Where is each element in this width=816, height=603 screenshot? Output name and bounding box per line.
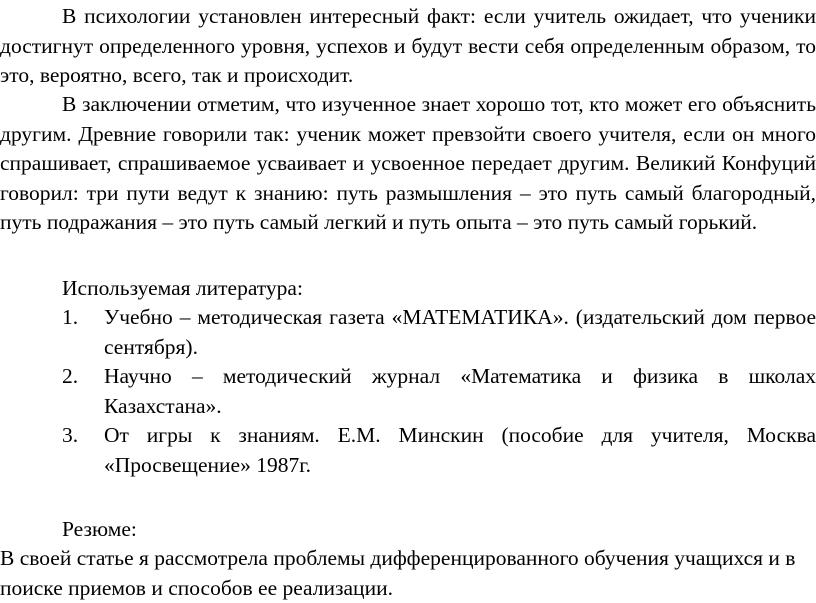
- body-paragraph-2: В заключении отметим, что изученное знает хорошо тот, кто может его объяснить другим. Древние говорили так: ученик может превзойти своего учителя, если он много спрашивает, спрашиваемое усваивает и усвоенное передает другим. Великий Конфуций говорил: три пути ведут к знанию: путь размышления – это путь самый благородный, путь подражания – это путь самый легкий и путь опыта – это путь самый горький.: [0, 92, 816, 234]
- reference-text: От игры к знаниям. Е.М. Минскин (пособие для учителя, Москва «Просвещение» 1987г.: [104, 423, 816, 477]
- reference-number: 1.: [62, 305, 79, 329]
- summary-heading: Резюме:: [62, 517, 137, 541]
- reference-item-1: [0, 303, 816, 362]
- reference-text: Научно – методический журнал «Математика и физика в школах Казахстана».: [104, 364, 816, 418]
- reference-number: 3.: [62, 423, 79, 447]
- reference-text: Учебно – методическая газета «МАТЕМАТИКА». (издательский дом первое сентября).: [104, 305, 816, 359]
- references-heading: Используемая литература:: [62, 276, 303, 300]
- summary-text: В своей статье я рассмотрела проблемы дифференцированного обучения учащихся и в поиске приемов и способов ее реализации.: [0, 546, 796, 600]
- reference-number: 2.: [62, 364, 79, 388]
- reference-item-2: [0, 362, 816, 421]
- references-list: [0, 303, 816, 480]
- body-paragraph-1: В психологии установлен интересный факт: если учитель ожидает, что ученики достигнут определенного уровня, успехов и будут вести себя определенным образом, то это, вероятно, всего, так и происходит.: [0, 4, 816, 87]
- reference-item-3: [0, 421, 816, 480]
